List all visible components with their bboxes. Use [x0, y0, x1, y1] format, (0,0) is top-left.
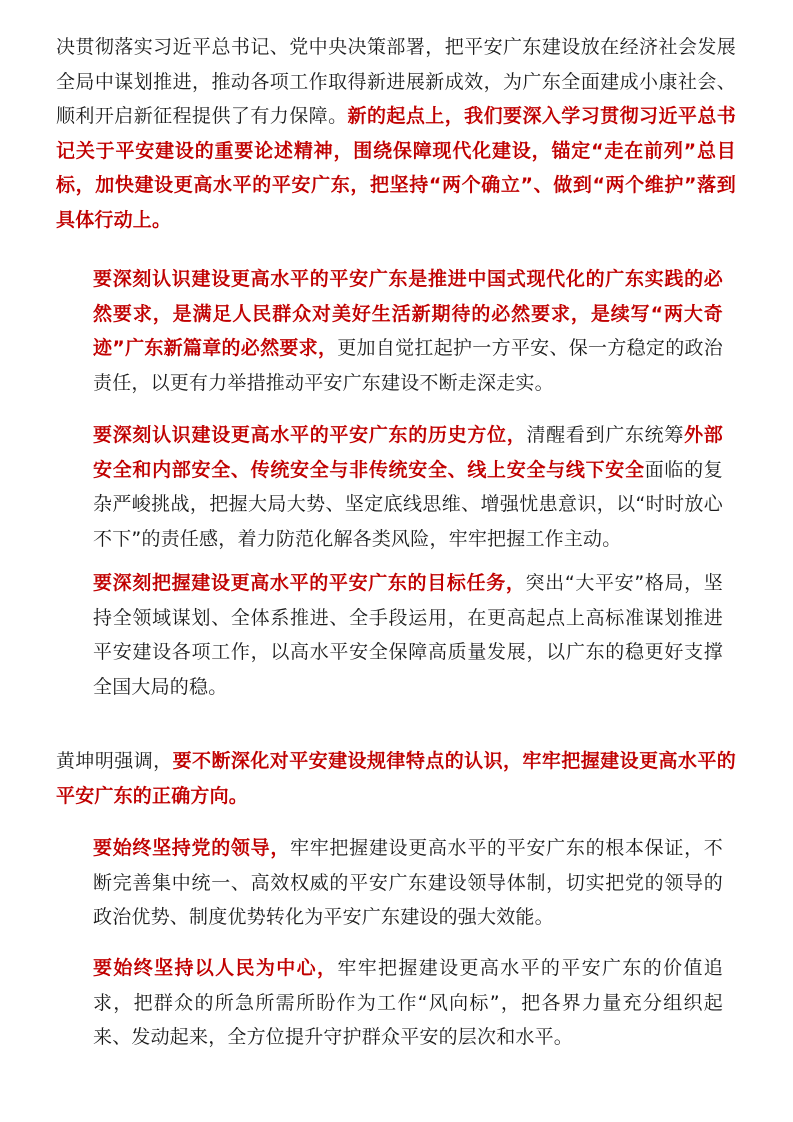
paragraph-text: 清醒看到广东统筹	[526, 424, 685, 446]
paragraph-historical-position	[93, 418, 723, 556]
paragraph-people-centered	[93, 951, 723, 1055]
paragraph-intro	[56, 30, 736, 237]
paragraph-emphasis-statement	[56, 744, 736, 813]
emphasis-text: 新的起点上，我们要深入学习贯彻习近平总书记关于平安建设的重要论述精神，围绕保障现代化建设，锚定“走在前列”总目标，加快建设更高水平的平安广东，把坚持“两个确立”、做到“两个维护”落到具体行动上。	[56, 105, 736, 231]
emphasis-text: 要不断深化对平安建设规律特点的认识，牢牢把握建设更高水平的平安广东的正确方向。	[56, 750, 736, 807]
emphasis-text: 要深刻认识建设更高水平的平安广东的历史方位，	[93, 424, 527, 446]
emphasis-text: 外部安全和内部安全、传统安全与非传统安全、线上安全与线下安全	[93, 424, 723, 481]
paragraph-text: 突出“大平安”格局，坚持全领域谋划、全体系推进、全手段运用，在更高起点上高标准谋划推进平安建设各项工作，以高水平安全保障高质量发展，以广东的稳更好支撑全国大局的稳。	[93, 572, 723, 698]
emphasis-text: 要始终坚持以人民为中心，	[93, 957, 338, 979]
paragraph-text: 牢牢把握建设更高水平的平安广东的根本保证，不断完善集中统一、高效权威的平安广东建设领导体制，切实把党的领导的政治优势、制度优势转化为平安广东建设的强大效能。	[93, 837, 723, 928]
paragraph-text: 决贯彻落实习近平总书记、党中央决策部署，把平安广东建设放在经济社会发展全局中谋划推进，推动各项工作取得新进展新成效，为广东全面建成小康社会、顺利开启新征程提供了有力保障。	[56, 36, 736, 127]
paragraph-text: 面临的复杂严峻挑战，把握大局大势、坚定底线思维、增强忧患意识，以“时时放心不下”的责任感，着力防范化解各类风险，牢牢把握工作主动。	[93, 458, 723, 550]
emphasis-text: 要深刻认识建设更高水平的平安广东是推进中国式现代化的广东实践的必然要求，是满足人民群众对美好生活新期待的必然要求，是续写“两大奇迹”广东新篇章的必然要求，	[93, 268, 723, 359]
paragraph-text: 更加自觉扛起护一方平安、保一方稳定的政治责任，以更有力举措推动平安广东建设不断走深走实。	[93, 337, 723, 394]
emphasis-text: 要深刻把握建设更高水平的平安广东的目标任务，	[93, 572, 526, 594]
paragraph-text: 黄坤明强调，	[56, 750, 173, 772]
emphasis-text: 要始终坚持党的领导，	[93, 837, 291, 859]
paragraph-requirement	[93, 262, 723, 400]
paragraph-target-tasks	[93, 566, 723, 704]
paragraph-text: 牢牢把握建设更高水平的平安广东的价值追求，把群众的所急所需所盼作为工作“风向标”，把各界力量充分组织起来、发动起来，全方位提升守护群众平安的层次和水平。	[93, 957, 723, 1048]
paragraph-party-leadership	[93, 831, 723, 935]
